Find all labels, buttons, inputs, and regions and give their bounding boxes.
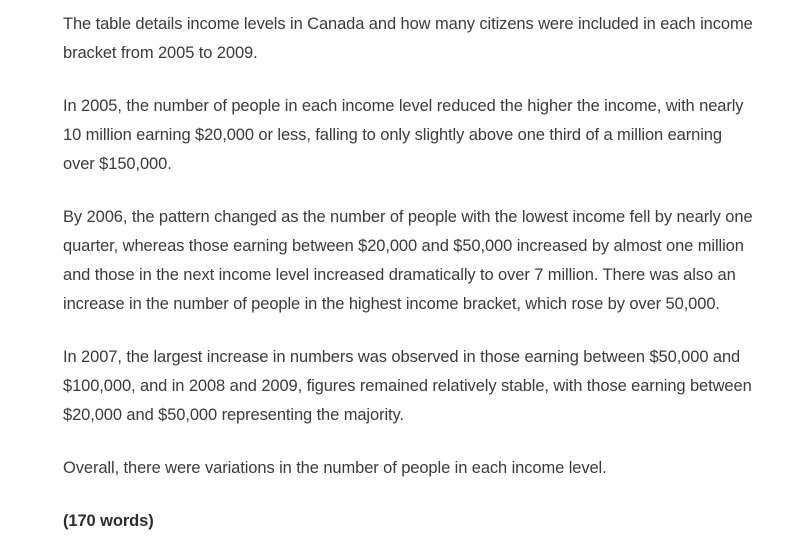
essay-paragraph-2006: By 2006, the pattern changed as the number of people with the lowest income fell by nearly one quarter, whereas those earning between $20,000 and $50,000 increased by almost one million and those in the next income level increased dramatically to over 7 million. There was also an increase in the number of people in the highest income bracket, which rose by over 50,000. — [63, 208, 753, 313]
essay-paragraph-2005: In 2005, the number of people in each income level reduced the higher the income, with nearly 10 million earning $20,000 or less, falling to only slightly above one third of a million earning over $150,000. — [63, 97, 744, 173]
essay-paragraph-overall: Overall, there were variations in the number of people in each income level. — [63, 459, 607, 477]
essay-paragraph-intro: The table details income levels in Canada and how many citizens were included in each income bracket from 2005 to 2009. — [63, 15, 753, 62]
essay-paragraph-2007-2009: In 2007, the largest increase in numbers was observed in those earning between $50,000 and $100,000, and in 2008 and 2009, figures remained relatively stable, with those earning between $20,000 and $50,000 representing the majority. — [63, 348, 752, 424]
word-count-label: (170 words) — [63, 512, 154, 530]
essay-body — [63, 10, 758, 536]
